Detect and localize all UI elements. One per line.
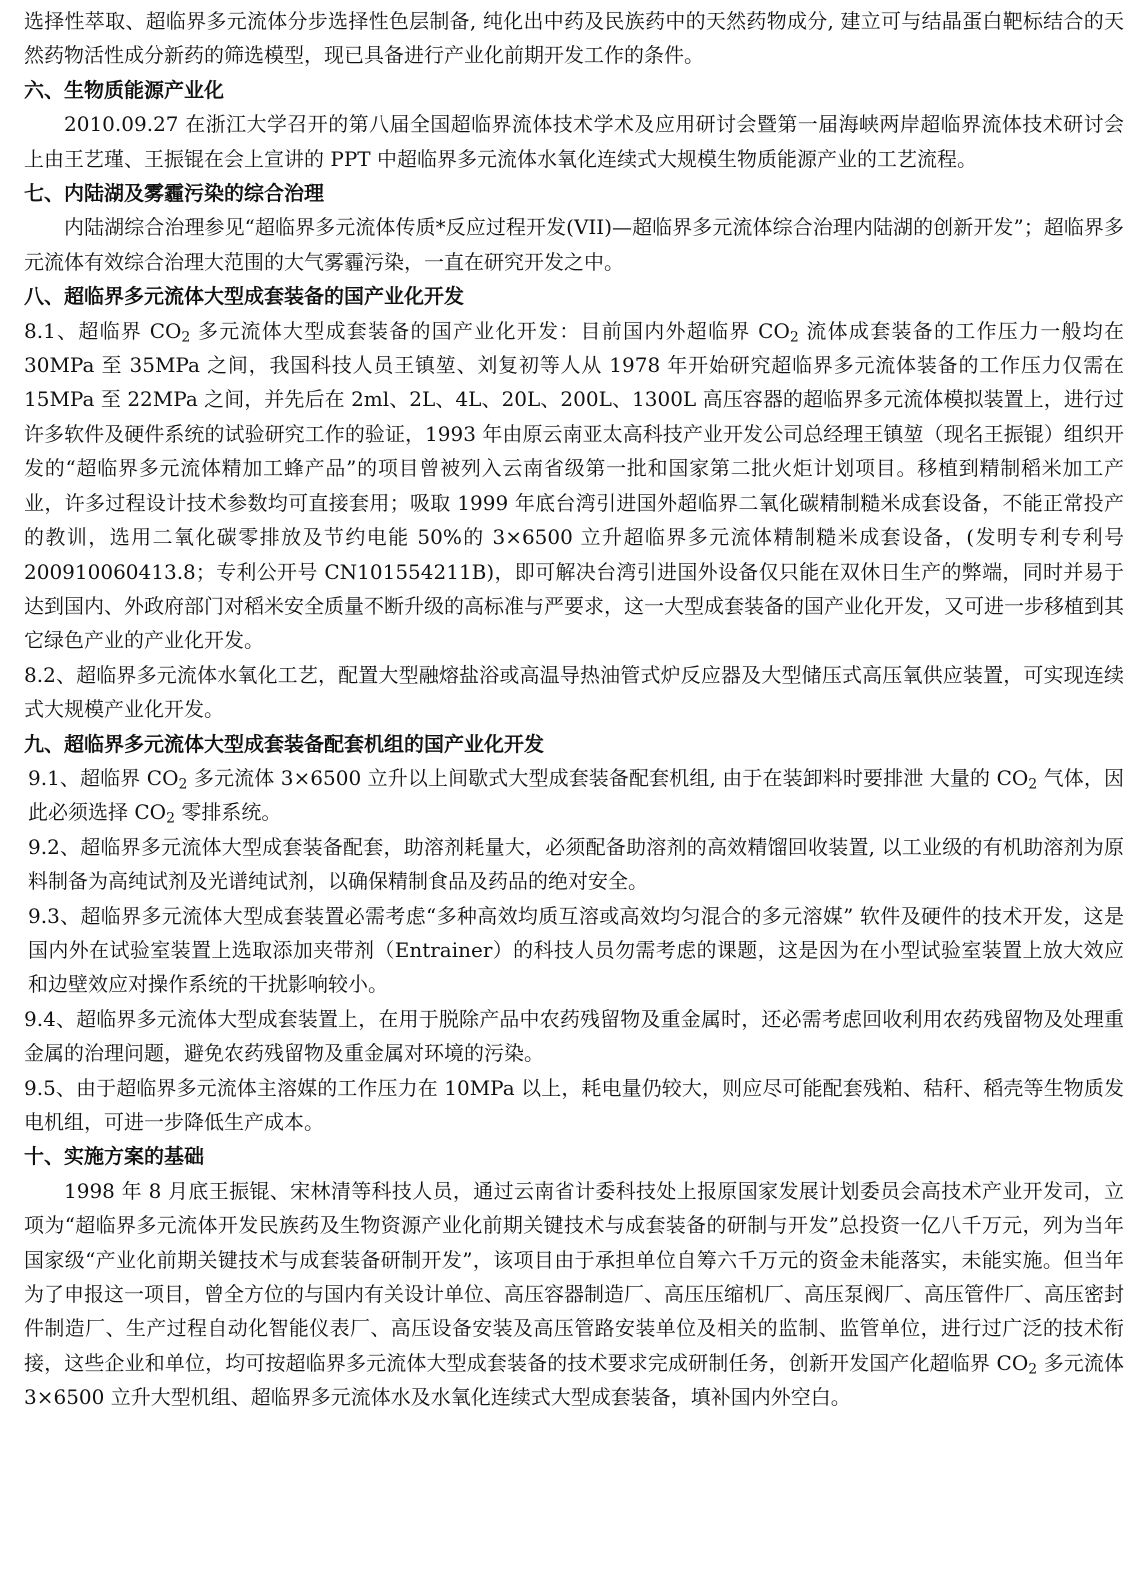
item-8-1-text-a: 8.1、超临界 CO bbox=[24, 318, 182, 343]
item-9-1-subscript-1: 2 bbox=[178, 776, 188, 793]
item-9-1-subscript-2: 2 bbox=[1028, 776, 1038, 793]
item-9-4-paragraph: 9.4、超临界多元流体大型成套装置上，在用于脱除产品中农药残留物及重金属时，还必需考虑回收利用农药残留物及处理重金属的治理问题，避免农药残留物及重金属对环境的污染。 bbox=[24, 1006, 1124, 1066]
section-8-heading: 八、超临界多元流体大型成套装备的国产业化开发 bbox=[24, 284, 464, 309]
item-9-1-text-d: 零排系统。 bbox=[174, 800, 282, 825]
item-8-1-text-c: 流体成套装备的工作压力一般均在 30MPa 至 35MPa 之间，我国科技人员王镇堃、刘复初等人从 1978 年开始研究超临界多元流体装备的工作压力仅需在 15MPa 至 22MPa 之间，并先后在 2ml、2L、4L、20L、200L、1300L 高压容器的超临界多元流体模拟装置上，进行过许多软件及硬件系统的试验研究工作的验证，1993 年由原云南亚太高科技产业开发公司总经理王镇堃（现名王振锟）组织开发的“超临界多元流体精加工蜂产品”的项目曾被列入云南省级第一批和国家第二批火炬计划项目。移植到精制稻米加工产业，许多过程设计技术参数均可直接套用；吸取 1999 年底台湾引进国外超临界二氧化碳精制糙米成套设备，不能正常投产的教训，选用二氧化碳零排放及节约电能 50%的 3×6500 立升超临界多元流体精制糙米成套设备，(发明专利专利号 200910060413.8；专利公开号 CN101554211B)，即可解决台湾引进国外设备仅只能在双休日生产的弊端，同时并易于达到国内、外政府部门对稻米安全质量不断升级的高标准与严要求，这一大型成套装备的国产业化开发，又可进一步移植到其它绿色产业的产业化开发。 bbox=[24, 318, 1124, 653]
item-8-2-paragraph: 8.2、超临界多元流体水氧化工艺，配置大型融熔盐浴或高温导热油管式炉反应器及大型储压式高压氧供应装置，可实现连续式大规模产业化开发。 bbox=[24, 662, 1124, 722]
item-9-5-paragraph: 9.5、由于超临界多元流体主溶媒的工作压力在 10MPa 以上，耗电量仍较大，则应尽可能配套残粕、秸秆、稻壳等生物质发电机组，可进一步降低生产成本。 bbox=[24, 1075, 1124, 1134]
section-10-heading: 十、实施方案的基础 bbox=[24, 1144, 204, 1169]
item-9-1-paragraph bbox=[24, 761, 1124, 830]
section-10-text-b: 多元流体 3×6500 立升大型机组、超临界多元流体水及水氧化连续式大型成套装备，填补国内外空白。 bbox=[24, 1350, 1125, 1410]
item-8-1-text-b: 多元流体大型成套装备的国产业化开发：目前国内外超临界 CO bbox=[190, 318, 790, 343]
section-6-paragraph: 2010.09.27 在浙江大学召开的第八届全国超临界流体技术学术及应用研讨会暨第一届海峡两岸超临界流体技术研讨会上由王艺瑾、王振锟在会上宣讲的 PPT 中超临界多元流体水氧化连续式大规模生物质能源产业的工艺流程。 bbox=[24, 112, 1124, 171]
item-9-1-text-c: 气体，因此必须选择 CO bbox=[28, 765, 1124, 825]
item-9-3-paragraph: 9.3、超临界多元流体大型成套装置必需考虑“多种高效均质互溶或高效均匀混合的多元溶媒” 软件及硬件的技术开发，这是国内外在试验室装置上选取添加夹带剂（Entrainer）的科技人员勿需考虑的课题，这是因为在小型试验室装置上放大效应和边壁效应对操作系统的干扰影响较小。 bbox=[28, 903, 1124, 997]
section-7-heading: 七、内陆湖及雾霾污染的综合治理 bbox=[24, 181, 324, 206]
item-9-1-text-b: 多元流体 3×6500 立升以上间歇式大型成套装备配套机组, 由于在装卸料时要排泄 大量的 CO bbox=[187, 765, 1029, 790]
item-8-1-subscript-2: 2 bbox=[789, 329, 799, 346]
section-10-paragraph bbox=[24, 1174, 1124, 1415]
section-10-subscript-1: 2 bbox=[1028, 1361, 1038, 1378]
item-9-1-subscript-3: 2 bbox=[166, 810, 175, 827]
item-9-2-paragraph: 9.2、超临界多元流体大型成套装备配套，助溶剂耗量大，必须配备助溶剂的高效精馏回收装置, 以工业级的有机助溶剂为原料制备为高纯试剂及光谱纯试剂，以确保精制食品及药品的绝对安全。 bbox=[28, 834, 1124, 894]
section-7-paragraph: 内陆湖综合治理参见“超临界多元流体传质*反应过程开发(VII)—超临界多元流体综合治理内陆湖的创新开发”；超临界多元流体有效综合治理大范围的大气雾霾污染，一直在研究开发之中。 bbox=[24, 215, 1124, 274]
intro-paragraph: 选择性萃取、超临界多元流体分步选择性色层制备, 纯化出中药及民族药中的天然药物成分, 建立可与结晶蛋白靶标结合的天然药物活性成分新药的筛选模型，现已具备进行产业化前期开发工作的条件。 bbox=[24, 9, 1124, 68]
section-10-text-a: 1998 年 8 月底王振锟、宋林清等科技人员，通过云南省计委科技处上报原国家发展计划委员会高技术产业开发司，立项为“超临界多元流体开发民族药及生物资源产业化前期关键技术与成套装备的研制与开发”总投资一亿八千万元，列为当年国家级“产业化前期关键技术与成套装备研制开发”，该项目由于承担单位自筹六千万元的资金未能落实，未能实施。但当年为了申报这一项目，曾全方位的与国内有关设计单位、高压容器制造厂、高压压缩机厂、高压泵阀厂、高压管件厂、高压密封件制造厂、生产过程自动化智能仪表厂、高压设备安装及高压管路安装单位及相关的监制、监管单位，进行过广泛的技术衔接，这些企业和单位，均可按超临界多元流体大型成套装备的技术要求完成研制任务，创新开发国产化超临界 CO bbox=[24, 1178, 1124, 1375]
section-6-heading: 六、生物质能源产业化 bbox=[24, 77, 224, 102]
item-8-1-paragraph bbox=[24, 314, 1124, 658]
item-8-1-subscript-1: 2 bbox=[181, 329, 191, 346]
item-9-1-text-a: 9.1、超临界 CO bbox=[28, 765, 179, 790]
section-9-heading: 九、超临界多元流体大型成套装备配套机组的国产业化开发 bbox=[24, 731, 544, 756]
